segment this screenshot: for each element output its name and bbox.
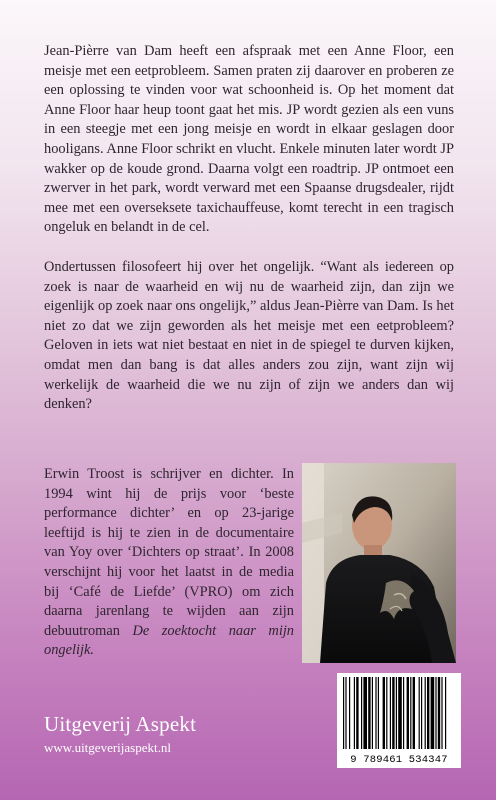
barcode: [337, 673, 461, 768]
barcode-digits: 9 789461 534347: [350, 754, 448, 766]
publisher-name: Uitgeverij Aspekt: [44, 712, 197, 736]
summary-paragraph-1: Jean-Pièrre van Dam heeft een afspraak met een Anne Floor, een meisje met een eetprobleem. Samen praten zij daarover en proberen ze een oplossing te vinden voor wat schoonheid is. Op het moment dat Anne Floor haar heup toont gaat het mis. JP wordt gezien als een vuns in een steegje met een jong meisje en wordt in elkaar geslagen door hooligans. Anne Floor schrikt en vlucht. Enkele minuten later wordt JP wakker op de koude grond. Daarna volgt een roadtrip. JP ontmoet een zwerver in het park, wordt verward met een Spaanse drugsdealer, rijdt mee met een overseksete taxichauffeuse, komt terecht in een tragisch ongeluk en belandt in de cel.: [44, 43, 454, 236]
author-bio: [44, 465, 294, 661]
publisher-website[interactable]: www.uitgeverijaspekt.nl: [44, 740, 171, 755]
author-photo: [302, 463, 456, 663]
author-bio-text: Erwin Troost is schrijver en dichter. In 1994 wint hij de prijs voor ‘beste performance dichter’ en op 23-jarige leeftijd is hij te zien in de documentaire van Yoy over ‘Dichters op straat’. In 2008 verschijnt hij voor het laatst in de media bij ‘Café de Liefde’ (VPRO) om zich daarna jarenlang te wijden aan zijn debuutroman: [44, 466, 294, 639]
barcode-bars: [337, 677, 461, 757]
book-title: De zoektocht naar mijn ongelijk.: [44, 622, 295, 659]
summary-paragraph-2: Ondertussen filosofeert hij over het ongelijk. “Want als iedereen op zoek is naar de waarheid en wij nu de waarheid zijn, dan zijn we eigenlijk op zoek naar ons ongelijk,” aldus Jean-Pièrre van Dam. Is het niet zo dat we zijn geworden als het meisje met een eetprobleem? Geloven in iets wat niet bestaat en niet in de spiegel te durven kijken, omdat men dan bang is dat alles anders zou zijn, want zijn wij werkelijk de waarheid die we nu zijn of zijn we anders dan wij denken?: [44, 259, 454, 413]
